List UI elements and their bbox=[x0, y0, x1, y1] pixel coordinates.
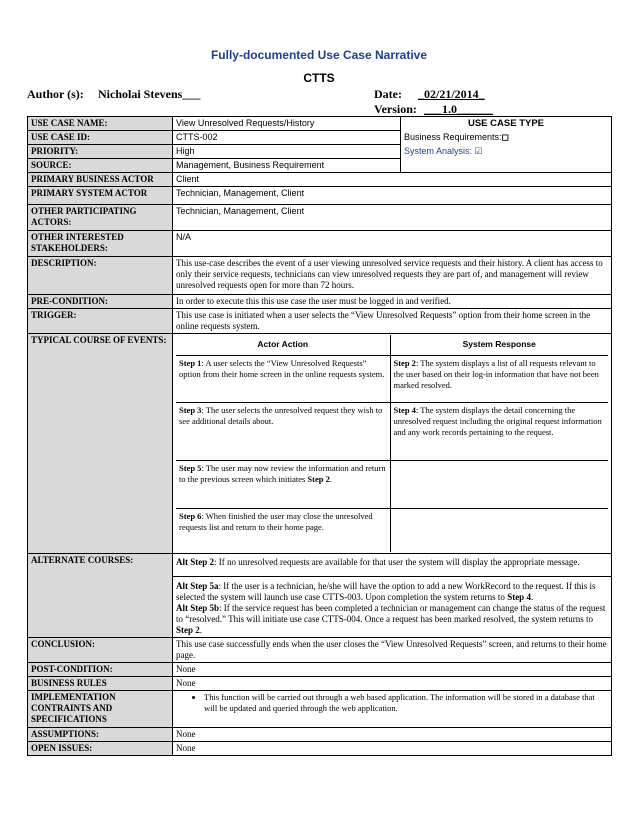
use-case-id-label: USE CASE ID: bbox=[28, 131, 173, 145]
step-text: : The user selects the unresolved request they wish to see additional details about. bbox=[179, 404, 383, 426]
implementation-cell bbox=[173, 691, 612, 728]
use-case-id-value: CTTS-002 bbox=[173, 131, 401, 145]
priority-label: PRIORITY: bbox=[28, 145, 173, 159]
open-issues-label: OPEN ISSUES: bbox=[28, 742, 173, 756]
author-label: Author (s): bbox=[27, 87, 84, 101]
postcondition-label: POST-CONDITION: bbox=[28, 663, 173, 677]
primary-business-actor-label: PRIMARY BUSINESS ACTOR bbox=[28, 173, 173, 187]
assumptions-value: None bbox=[173, 728, 612, 742]
unchecked-box-icon: ◻ bbox=[501, 132, 510, 142]
actor-step-3 bbox=[176, 402, 390, 460]
conclusion-value: This use case successfully ends when the user closes the “View Unresolved Requests” screen, and returns to their home page. bbox=[173, 638, 612, 663]
priority-value: High bbox=[173, 145, 401, 159]
date-label: Date: bbox=[374, 87, 402, 101]
alt-step-text: : If the service request has been completed a technician or management can change the status of the request to “resolved.” This will initiate use case CTTS-004. Once a request has been marked resolved, the system returns to bbox=[176, 603, 606, 624]
system-analysis-option: System Analysis: ☑ bbox=[404, 146, 483, 156]
alt-step-text-end: . bbox=[199, 625, 203, 635]
system-step-4 bbox=[390, 402, 608, 460]
source-label: SOURCE: bbox=[28, 159, 173, 173]
step-label: Step 3 bbox=[179, 404, 202, 415]
alternate-courses-cell bbox=[173, 554, 612, 638]
alt-step-text-end: . bbox=[530, 592, 534, 602]
step-label: Step 1 bbox=[179, 357, 202, 368]
date-value: _02/21/2014_ bbox=[418, 87, 485, 101]
step-text: : A user selects the “View Unresolved Requests” option from their home screen in the online requests system. bbox=[179, 357, 385, 379]
actor-action-header: Actor Action bbox=[176, 335, 390, 355]
step-text: : The user may now review the information and return to the previous screen which initiates bbox=[179, 462, 386, 484]
document-title: Fully-documented Use Case Narrative bbox=[210, 48, 428, 62]
use-case-name-label: USE CASE NAME: bbox=[28, 117, 173, 131]
step-label: Step 4 bbox=[393, 404, 416, 415]
alt-step-text: : If the user is a technician, he/she will have the option to add a new WorkRecord to the request. If this is selected the system will launch use case CTTS-003. Upon completion the system returns to bbox=[176, 581, 596, 602]
step-reference: Step 2 bbox=[307, 473, 330, 484]
step-label: Step 2 bbox=[393, 357, 416, 368]
use-case-type-cell bbox=[401, 117, 612, 173]
step-label: Step 6 bbox=[179, 510, 202, 521]
actor-step-5 bbox=[176, 460, 390, 508]
system-step-empty bbox=[390, 460, 608, 508]
alt-step-label: Alt Step 2 bbox=[176, 557, 214, 567]
precondition-value: In order to execute this this use case the user must be logged in and verified. bbox=[173, 295, 612, 309]
step-text: : When finished the user may close the unresolved requests list and return to their home page. bbox=[179, 510, 373, 532]
alt-step-reference: Step 4 bbox=[507, 592, 531, 602]
implementation-label: IMPLEMENTATION CONTRAINTS AND SPECIFICATIONS bbox=[28, 691, 173, 728]
description-label: DESCRIPTION: bbox=[28, 257, 173, 295]
use-case-type-title: USE CASE TYPE bbox=[467, 118, 545, 129]
primary-system-actor-value: Technician, Management, Client bbox=[173, 187, 612, 205]
trigger-value: This use case is initiated when a user selects the “View Unresolved Requests” option from their home screen in the online requests system. bbox=[173, 309, 612, 334]
alt-step-5b bbox=[176, 603, 608, 636]
business-rules-value: None bbox=[173, 677, 612, 691]
implementation-item: • This function will be carried out through a web based application. The information will be stored in a database that will be updated and queried through the web application. bbox=[204, 692, 608, 714]
open-issues-value: None bbox=[173, 742, 612, 756]
alt-step-2 bbox=[176, 555, 608, 570]
system-step-2 bbox=[390, 355, 608, 402]
use-case-table bbox=[27, 116, 612, 756]
primary-system-actor-label: PRIMARY SYSTEM ACTOR bbox=[28, 187, 173, 205]
step-label: Step 5 bbox=[179, 462, 202, 473]
alt-divider bbox=[173, 576, 611, 577]
other-interested-stakeholders-value: N/A bbox=[173, 231, 612, 257]
alt-step-reference: Step 2 bbox=[176, 625, 200, 635]
author-name: Nicholai Stevens___ bbox=[98, 87, 201, 101]
version-label: Version: bbox=[374, 102, 417, 116]
version-value: ___1.0______ bbox=[424, 102, 493, 116]
business-requirements-option bbox=[404, 132, 608, 143]
typical-course-cell bbox=[173, 334, 612, 554]
trigger-label: TRIGGER: bbox=[28, 309, 173, 334]
system-response-header: System Response bbox=[390, 335, 608, 355]
typical-course-label: TYPICAL COURSE OF EVENTS: bbox=[28, 334, 173, 554]
course-of-events-table bbox=[176, 335, 608, 552]
alt-step-label: Alt Step 5b bbox=[176, 603, 220, 613]
implementation-list bbox=[176, 692, 608, 714]
alt-step-label: Alt Step 5a bbox=[176, 581, 219, 591]
alt-step-5a bbox=[176, 581, 608, 603]
primary-business-actor-value: Client bbox=[173, 173, 612, 187]
precondition-label: PRE-CONDITION: bbox=[28, 295, 173, 309]
business-rules-label: BUSINESS RULES bbox=[28, 677, 173, 691]
conclusion-label: CONCLUSION: bbox=[28, 638, 173, 663]
other-participating-actors-value: Technician, Management, Client bbox=[173, 205, 612, 231]
alternate-courses-label: ALTERNATE COURSES: bbox=[28, 554, 173, 638]
system-name: CTTS bbox=[303, 71, 335, 85]
step-text: : The system displays the detail concerning the unresolved request including the original request information and any work records pertaining to the request. bbox=[393, 404, 602, 437]
source-value: Management, Business Requirement bbox=[173, 159, 401, 173]
use-case-name-value: View Unresolved Requests/History bbox=[173, 117, 401, 131]
other-interested-stakeholders-label: OTHER INTERESTED STAKEHOLDERS: bbox=[28, 231, 173, 257]
assumptions-label: ASSUMPTIONS: bbox=[28, 728, 173, 742]
actor-step-6 bbox=[176, 508, 390, 552]
other-participating-actors-label: OTHER PARTICIPATING ACTORS: bbox=[28, 205, 173, 231]
step-text-end: . bbox=[329, 473, 332, 484]
system-step-empty bbox=[390, 508, 608, 552]
business-requirements-label: Business Requirements: bbox=[404, 132, 502, 142]
actor-step-1 bbox=[176, 355, 390, 402]
description-value: This use-case describes the event of a user viewing unresolved service requests and their history. A client has access to only their service requests, technicians can view unresolved requests they are part of, and management will review unresolved requests open for more than 72 hours. bbox=[173, 257, 612, 295]
step-text: : The system displays a list of all requests relevant to the user based on their log-in information that have not been marked resolved. bbox=[393, 357, 599, 390]
postcondition-value: None bbox=[173, 663, 612, 677]
alt-step-text: : If no unresolved requests are available for that user the system will display the appropriate message. bbox=[214, 557, 580, 567]
